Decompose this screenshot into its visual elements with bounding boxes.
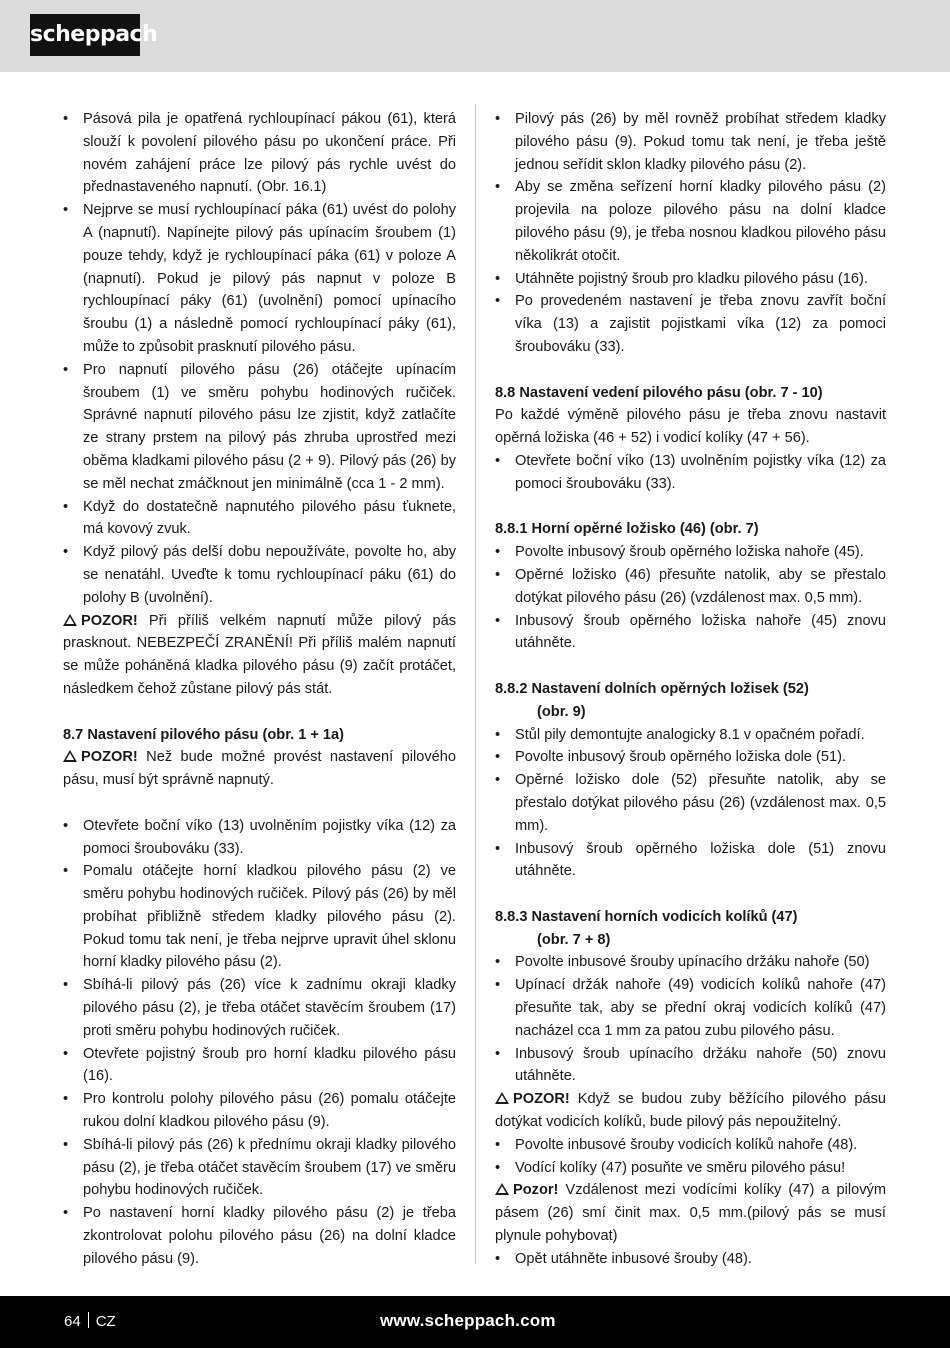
list-item: • Opěrné ložisko (46) přesuňte natolik, aby se přestalo dotýkat pilového pásu (26) (vzdálenost max. 0,5 mm). — [495, 564, 886, 610]
bullet-list — [495, 1248, 886, 1271]
list-item: • Inbusový šroub opěrného ložiska dole (51) znovu utáhněte. — [495, 838, 886, 884]
separator — [88, 1312, 89, 1328]
warning-paragraph — [495, 1179, 886, 1247]
list-item: • Opěrné ložisko dole (52) přesuňte natolik, aby se přestalo dotýkat pilového pásu (26) (vzdálenost max. 0,5 mm). — [495, 769, 886, 837]
list-item: • Povolte inbusové šrouby upínacího držáku nahoře (50) — [495, 951, 886, 974]
right-column — [495, 108, 886, 1271]
list-item: • Povolte inbusový šroub opěrného ložiska dole (51). — [495, 746, 886, 769]
list-item: • Opět utáhněte inbusové šrouby (48). — [495, 1248, 886, 1271]
footer-bar — [0, 1296, 950, 1348]
heading-line: 8.8.3 Nastavení horních vodicích kolíků (47) — [495, 908, 798, 925]
warning-triangle-icon — [495, 1183, 509, 1195]
bullet-list — [63, 108, 456, 610]
page-number: 64 — [64, 1313, 81, 1330]
heading-line: 8.8.2 Nastavení dolních opěrných ložisek (52) — [495, 680, 809, 697]
list-item: • Povolte inbusové šrouby vodicích kolíků nahoře (48). — [495, 1134, 886, 1157]
page-indicator — [64, 1311, 116, 1333]
column-divider — [475, 104, 476, 1264]
list-item: • Otevřete boční víko (13) uvolněním pojistky víka (12) za pomoci šroubováku (33). — [63, 815, 456, 861]
warning-text: Když se budou zuby běžícího pilového pásu dotýkat vodicích kolíků, bude pilový pás nepoužitelný. — [495, 1091, 886, 1131]
list-item: • Pro napnutí pilového pásu (26) otáčejte upínacím šroubem (1) ve směru pohybu hodinových ručiček. Správné napnutí pilového pásu lze zjistit, když zatlačíte ze strany prstem na pilový pás zhruba uprostřed mezi oběma kladkami pilového pásu (2 + 9). Pilový pás (26) by se měl nechat zmáčknout jen minimálně (cca 1 - 2 mm). — [63, 359, 456, 496]
list-item: • Když do dostatečně napnutého pilového pásu ťuknete, má kovový zvuk. — [63, 496, 456, 542]
section-heading-8-7: 8.7 Nastavení pilového pásu (obr. 1 + 1a) — [63, 726, 345, 743]
heading-line: (obr. 9) — [537, 703, 586, 720]
list-item: • Upínací držák nahoře (49) vodicích kolíků nahoře (47) přesuňte tak, aby se přední okraj vodicích kolíků (47) nacházel cca 1 mm za patou zubu pilového pásu. — [495, 974, 886, 1042]
section-heading-8-8-3 — [495, 906, 886, 952]
list-item: • Sbíhá-li pilový pás (26) k přednímu okraji kladky pilového pásu (2), je třeba otáčet stavěcím šroubem (17) ve směru pohybu hodinových ručiček. — [63, 1134, 456, 1202]
heading-line: (obr. 7 + 8) — [537, 931, 611, 948]
section-heading-8-8-2 — [495, 678, 886, 724]
warning-label: POZOR! — [513, 1091, 570, 1108]
warning-triangle-icon — [63, 750, 77, 762]
list-item: • Po provedeném nastavení je třeba znovu zavřít boční víka (13) a zajistit pojistkami víka (12) za pomoci šroubováku (33). — [495, 290, 886, 358]
list-item: • Pilový pás (26) by měl rovněž probíhat středem kladky pilového pásu (9). Pokud tomu tak není, je třeba ještě jednou seřídit sklon kladky pilového pásu (2). — [495, 108, 886, 176]
list-item: • Nejprve se musí rychloupínací páka (61) uvést do polohy A (napnutí). Napínejte pilový pás upínacím šroubem (1) pouze tehdy, když je rychloupínací páka (61) v poloze A (napnutí). Pokud je pilový pás napnut v poloze B rychloupínací páky (61) (uvolnění) pomocí upínacího šroubu (1) a následně pomocí rychloupínací páky (61), může to způsobit prasknutí pilového pásu. — [63, 199, 456, 359]
scheppach-logo: scheppach — [30, 14, 140, 56]
list-item: • Pro kontrolu polohy pilového pásu (26) pomalu otáčejte rukou dolní kladkou pilového pásu (9). — [63, 1088, 456, 1134]
warning-text: Vzdálenost mezi vodícími kolíky (47) a pilovým pásem (26) smí činit max. 0,5 mm.(pilový pás se musí plynule pohybovat) — [495, 1182, 886, 1245]
warning-text: Při příliš velkém napnutí může pilový pás prasknout. NEBEZPEČÍ ZRANĚNÍ! Při příliš malém napnutí se může poháněná kladka pilového pásu (9) začít protáčet, následkem čehož zůstane pilový pás stát. — [63, 612, 456, 697]
list-item: • Po nastavení horní kladky pilového pásu (2) je třeba zkontrolovat polohu pilového pásu (26) na dolní kladce pilového pásu (9). — [63, 1202, 456, 1270]
list-item: • Otevřete boční víko (13) uvolněním pojistky víka (12) za pomoci šroubováku (33). — [495, 450, 886, 496]
warning-paragraph — [63, 746, 456, 792]
warning-label: Pozor! — [513, 1182, 559, 1199]
warning-paragraph — [63, 610, 456, 701]
warning-label: POZOR! — [81, 749, 138, 766]
list-item: • Pomalu otáčejte horní kladkou pilového pásu (2) ve směru pohybu hodinových ručiček. Pilový pás (26) by měl probíhat přibližně středem kladky pilového pásu (2). Pokud tomu tak není, je třeba nejprve upravit úhel sklonu horní kladky pilového pásu (2). — [63, 860, 456, 974]
section-heading-8-8: 8.8 Nastavení vedení pilového pásu (obr. 7 - 10) — [495, 384, 823, 401]
bullet-list — [495, 1134, 886, 1180]
language-code: CZ — [95, 1313, 116, 1330]
bullet-list — [495, 951, 886, 1088]
list-item: • Inbusový šroub opěrného ložiska nahoře (45) znovu utáhněte. — [495, 610, 886, 656]
list-item: • Otevřete pojistný šroub pro horní kladku pilového pásu (16). — [63, 1043, 456, 1089]
bullet-list — [495, 108, 886, 359]
bullet-list — [63, 815, 456, 1271]
list-item: • Pásová pila je opatřená rychloupínací pákou (61), která slouží k povolení pilového pásu po ukončení práce. Při novém zahájení práce lze pilový pás rychle uvést do přednastaveného napnutí. (Obr. 16.1) — [63, 108, 456, 199]
warning-triangle-icon — [495, 1092, 509, 1104]
list-item: • Stůl pily demontujte analogicky 8.1 v opačném pořadí. — [495, 724, 886, 747]
bullet-list — [495, 724, 886, 884]
list-item: • Inbusový šroub upínacího držáku nahoře (50) znovu utáhněte. — [495, 1043, 886, 1089]
list-item: • Sbíhá-li pilový pás (26) více k zadnímu okraji kladky pilového pásu (2), je třeba otáčet stavěcím šroubem (17) proti směru pohybu hodinových ručiček. — [63, 974, 456, 1042]
section-intro: Po každé výměně pilového pásu je třeba znovu nastavit opěrná ložiska (46 + 52) i vodicí kolíky (47 + 56). — [495, 407, 886, 447]
list-item: • Povolte inbusový šroub opěrného ložiska nahoře (45). — [495, 541, 886, 564]
bullet-list — [495, 450, 886, 496]
warning-triangle-icon — [63, 614, 77, 626]
warning-paragraph — [495, 1088, 886, 1134]
list-item: • Vodící kolíky (47) posuňte ve směru pilového pásu! — [495, 1157, 886, 1180]
warning-label: POZOR! — [81, 612, 138, 629]
header-bar — [0, 0, 950, 72]
website-url: www.scheppach.com — [380, 1311, 556, 1330]
warning-text: Než bude možné provést nastavení pilového pásu, musí být správně napnutý. — [63, 749, 456, 789]
bullet-list — [495, 541, 886, 655]
left-column — [63, 108, 456, 1271]
list-item: • Když pilový pás delší dobu nepoužíváte, povolte ho, aby se nenatáhl. Uveďte k tomu rychloupínací páku (61) do polohy B (uvolnění). — [63, 541, 456, 609]
section-heading-8-8-1: 8.8.1 Horní opěrné ložisko (46) (obr. 7) — [495, 521, 759, 538]
list-item: • Aby se změna seřízení horní kladky pilového pásu (2) projevila na poloze pilového pásu na dolní kladce pilového pásu (9), je třeba nosnou kladkou pilového pásu několikrát otočit. — [495, 176, 886, 267]
list-item: • Utáhněte pojistný šroub pro kladku pilového pásu (16). — [495, 268, 886, 291]
